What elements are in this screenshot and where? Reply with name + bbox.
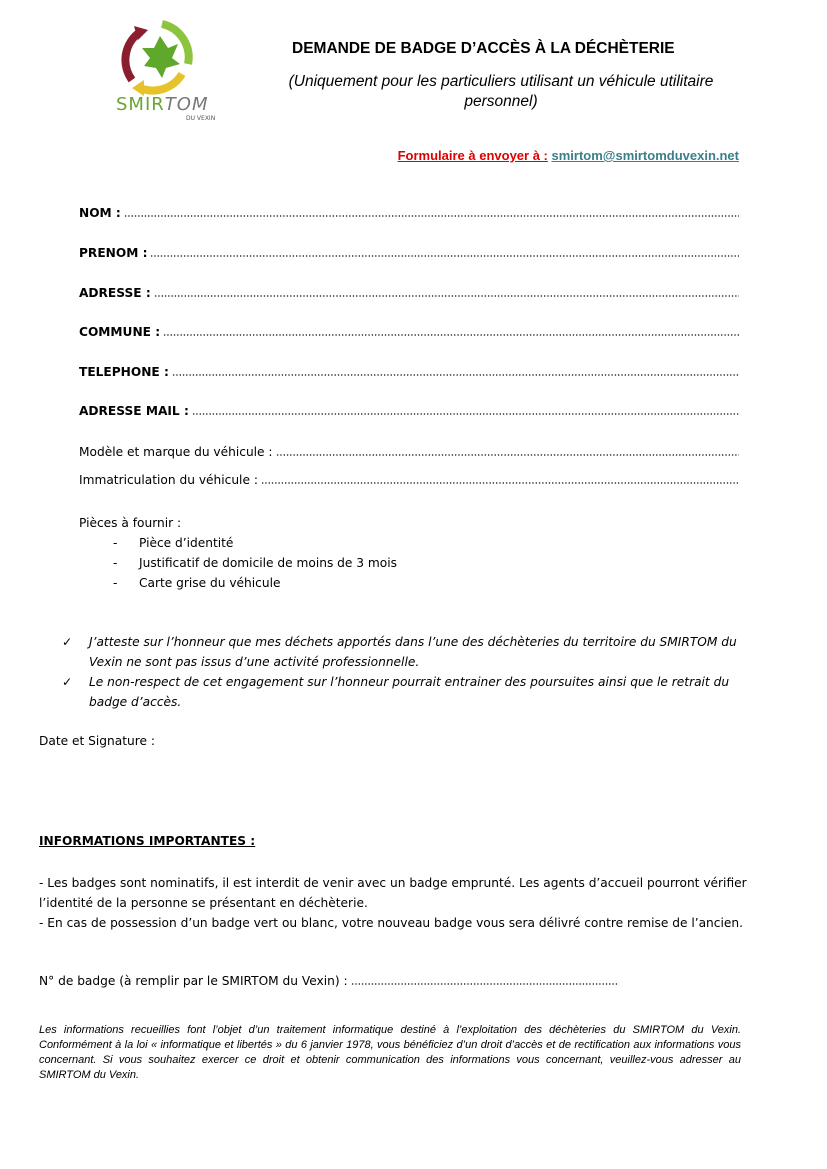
field-registration[interactable] [79, 473, 739, 487]
documents-title: Pièces à fournir : [79, 516, 182, 530]
list-item: - Pièce d’identité [113, 536, 234, 550]
list-item: - Justificatif de domicile de moins de 3 mois [113, 556, 397, 570]
field-label: NOM : [79, 206, 121, 220]
svg-text:DU VEXIN: DU VEXIN [186, 115, 216, 122]
list-item: - Carte grise du véhicule [113, 576, 281, 590]
attestation-text: Le non-respect de cet engagement sur l’honneur pourrait entrainer des poursuites ainsi que le retrait du badge d’accès. [89, 675, 730, 709]
attestation-text: J’atteste sur l’honneur que mes déchets apportés dans l’une des déchèteries du territoire du SMIRTOM du Vexin ne sont pas issus d’une activité professionnelle. [89, 635, 737, 669]
field-adresse[interactable] [79, 286, 739, 300]
documents-list [79, 513, 397, 593]
field-vehicle-model[interactable] [79, 445, 739, 459]
send-to [398, 148, 739, 163]
list-item-text: Justificatif de domicile de moins de 3 mois [139, 556, 397, 570]
dotted-line [154, 295, 739, 297]
dotted-line [276, 454, 739, 456]
page-title: DEMANDE DE BADGE D’ACCÈS À LA DÉCHÈTERIE [292, 40, 675, 57]
dotted-line [150, 255, 739, 257]
info-body [39, 873, 749, 933]
field-label: ADRESSE MAIL : [79, 404, 189, 418]
dotted-line [163, 334, 739, 336]
field-label: N° de badge (à remplir par le SMIRTOM du Vexin) : [39, 974, 348, 988]
attestations [62, 632, 742, 712]
dotted-line [192, 413, 739, 415]
field-label: Immatriculation du véhicule : [79, 473, 258, 487]
info-title: INFORMATIONS IMPORTANTES : [39, 834, 256, 848]
svg-text:SMIRTOM: SMIRTOM [116, 94, 209, 115]
signature-label: Date et Signature : [39, 734, 155, 748]
field-nom[interactable] [79, 206, 739, 220]
dotted-line [351, 983, 619, 985]
field-label: TELEPHONE : [79, 365, 169, 379]
field-email[interactable] [79, 404, 739, 418]
info-line: - Les badges sont nominatifs, il est interdit de venir avec un badge emprunté. Les agents d’accueil pourront vérifier l’identité de la personne se présentant en déchèterie. [39, 876, 747, 910]
field-label: Modèle et marque du véhicule : [79, 445, 273, 459]
checkmark-icon: ✓ [62, 675, 73, 689]
checkmark-icon: ✓ [62, 635, 73, 649]
privacy-notice: Les informations recueillies font l’objet d’un traitement informatique destiné à l’exploitation des déchèteries du SMIRTOM du Vexin. Conformément à la loi « informatique et libertés » du 6 janvier 1978, vous bénéficiez d’un droit d’accès et de rectification aux informations vous concernant. Si vous souhaitez exercer ce droit et obtenir communication des informations vous concernant, veuillez-vous adresser au SMIRTOM du Vexin. [39, 1024, 741, 1081]
list-item-text: Pièce d’identité [139, 536, 234, 550]
page-subtitle: (Uniquement pour les particuliers utilisant un véhicule utilitaire personnel) [288, 73, 714, 110]
email-link[interactable]: smirtom@smirtomduvexin.net [551, 148, 739, 163]
field-prenom[interactable] [79, 246, 739, 260]
dotted-line [172, 374, 739, 376]
send-label: Formulaire à envoyer à : [397, 148, 548, 163]
field-label: PRENOM : [79, 246, 148, 260]
field-label: ADRESSE : [79, 286, 151, 300]
field-telephone[interactable] [79, 365, 739, 379]
info-line: - En cas de possession d’un badge vert ou blanc, votre nouveau badge vous sera délivré contre remise de l’ancien. [39, 916, 743, 930]
field-label: COMMUNE : [79, 325, 161, 339]
list-item-text: Carte grise du véhicule [139, 576, 281, 590]
field-badge-number[interactable] [39, 974, 619, 988]
field-commune[interactable] [79, 325, 739, 339]
dotted-line [124, 215, 739, 217]
dotted-line [261, 482, 739, 484]
smirtom-logo [110, 18, 235, 123]
